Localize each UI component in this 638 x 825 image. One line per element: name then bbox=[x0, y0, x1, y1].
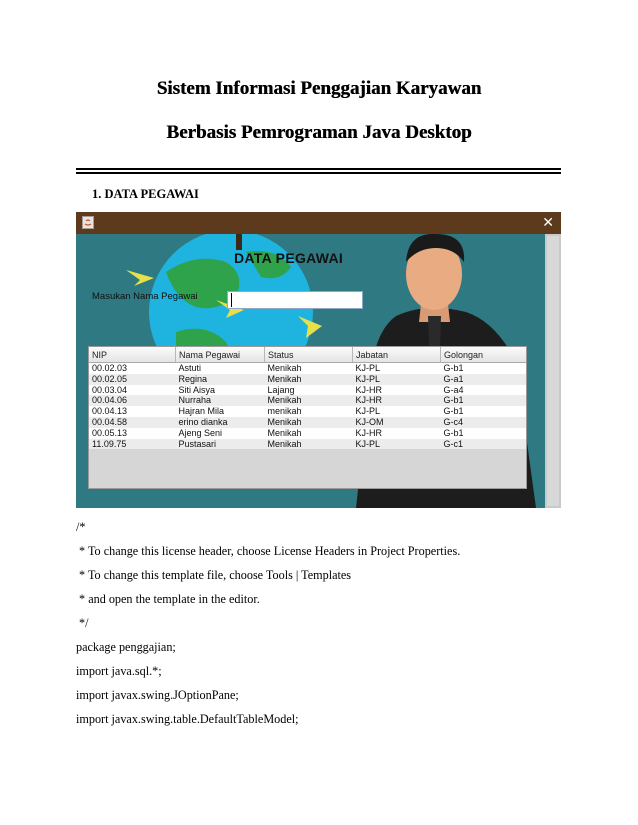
cell-jabatan: KJ-PL bbox=[353, 406, 441, 417]
cell-jabatan: KJ-HR bbox=[353, 385, 441, 396]
cell-nama: Nurraha bbox=[176, 395, 265, 406]
cell-golongan: G-b1 bbox=[441, 395, 527, 406]
vertical-scrollbar[interactable] bbox=[545, 234, 561, 508]
code-line: import javax.swing.JOptionPane; bbox=[76, 688, 239, 702]
document-title-line2: Berbasis Pemrograman Java Desktop bbox=[166, 122, 472, 143]
app-window bbox=[76, 212, 561, 508]
cell-nip: 00.04.13 bbox=[89, 406, 176, 417]
cell-status: Menikah bbox=[265, 417, 353, 428]
double-rule-divider bbox=[76, 168, 561, 174]
cell-nama: Regina bbox=[176, 374, 265, 385]
cell-golongan: G-b1 bbox=[441, 363, 527, 374]
cell-nip: 00.04.06 bbox=[89, 395, 176, 406]
cell-jabatan: KJ-PL bbox=[353, 374, 441, 385]
cell-golongan: G-a4 bbox=[441, 385, 527, 396]
cell-golongan: G-b1 bbox=[441, 428, 527, 439]
document-title-line1: Sistem Informasi Penggajian Karyawan bbox=[156, 78, 482, 99]
cell-jabatan: KJ-HR bbox=[353, 395, 441, 406]
code-line: import java.sql.*; bbox=[76, 664, 162, 678]
cell-golongan: G-c1 bbox=[441, 439, 527, 450]
search-input[interactable] bbox=[227, 291, 363, 309]
cell-status: Menikah bbox=[265, 439, 353, 450]
column-header-jabatan[interactable]: Jabatan bbox=[353, 347, 441, 363]
column-header-golongan[interactable]: Golongan bbox=[441, 347, 527, 363]
cell-golongan: G-a1 bbox=[441, 374, 527, 385]
cell-status: Menikah bbox=[265, 395, 353, 406]
code-line: package penggajian; bbox=[76, 640, 176, 654]
cell-status: Menikah bbox=[265, 374, 353, 385]
employee-table[interactable] bbox=[88, 346, 527, 489]
app-heading: DATA PEGAWAI bbox=[234, 250, 344, 266]
cell-status: menikah bbox=[265, 406, 353, 417]
cell-nama: Astuti bbox=[176, 363, 265, 374]
table-row[interactable] bbox=[89, 385, 527, 396]
cell-status: Lajang bbox=[265, 385, 353, 396]
code-line: /* bbox=[76, 520, 86, 534]
cell-nip: 00.03.04 bbox=[89, 385, 176, 396]
cell-jabatan: KJ-OM bbox=[353, 417, 441, 428]
code-line: * To change this template file, choose Tools | Templates bbox=[76, 568, 352, 582]
table-row[interactable] bbox=[89, 395, 527, 406]
cell-status: Menikah bbox=[265, 363, 353, 374]
column-header-nip[interactable]: NIP bbox=[89, 347, 176, 363]
text-caret bbox=[231, 293, 232, 307]
table-row[interactable] bbox=[89, 406, 527, 417]
cell-jabatan: KJ-PL bbox=[353, 439, 441, 450]
java-app-icon bbox=[82, 216, 94, 229]
table-header-row bbox=[89, 347, 527, 363]
code-line: * and open the template in the editor. bbox=[76, 592, 260, 606]
close-icon[interactable]: ✕ bbox=[542, 215, 554, 231]
column-header-nama-pegawai[interactable]: Nama Pegawai bbox=[176, 347, 265, 363]
search-label: Masukan Nama Pegawai bbox=[92, 291, 198, 302]
cell-nip: 00.05.13 bbox=[89, 428, 176, 439]
table-row[interactable] bbox=[89, 417, 527, 428]
cell-golongan: G-b1 bbox=[441, 406, 527, 417]
cell-nip: 00.02.05 bbox=[89, 374, 176, 385]
cell-nip: 00.02.03 bbox=[89, 363, 176, 374]
cell-status: Menikah bbox=[265, 428, 353, 439]
cell-nama: erino dianka bbox=[176, 417, 265, 428]
code-line: */ bbox=[76, 616, 89, 630]
table-row[interactable] bbox=[89, 363, 527, 374]
section-heading: 1. DATA PEGAWAI bbox=[92, 187, 199, 201]
cell-nama: Pustasari bbox=[176, 439, 265, 450]
cell-nama: Siti Aisya bbox=[176, 385, 265, 396]
code-line: import javax.swing.table.DefaultTableModel; bbox=[76, 712, 299, 726]
table-row[interactable] bbox=[89, 374, 527, 385]
cell-jabatan: KJ-PL bbox=[353, 363, 441, 374]
cell-nip: 11.09.75 bbox=[89, 439, 176, 450]
cell-nama: Hajran Mila bbox=[176, 406, 265, 417]
table-row[interactable] bbox=[89, 439, 527, 450]
arrow-shape bbox=[126, 270, 154, 286]
cell-nama: Ajeng Seni bbox=[176, 428, 265, 439]
cell-nip: 00.04.58 bbox=[89, 417, 176, 428]
title-bar bbox=[76, 212, 561, 234]
cell-jabatan: KJ-HR bbox=[353, 428, 441, 439]
cell-golongan: G-c4 bbox=[441, 417, 527, 428]
column-header-status[interactable]: Status bbox=[265, 347, 353, 363]
code-line: * To change this license header, choose License Headers in Project Properties. bbox=[76, 544, 461, 558]
table-row[interactable] bbox=[89, 428, 527, 439]
